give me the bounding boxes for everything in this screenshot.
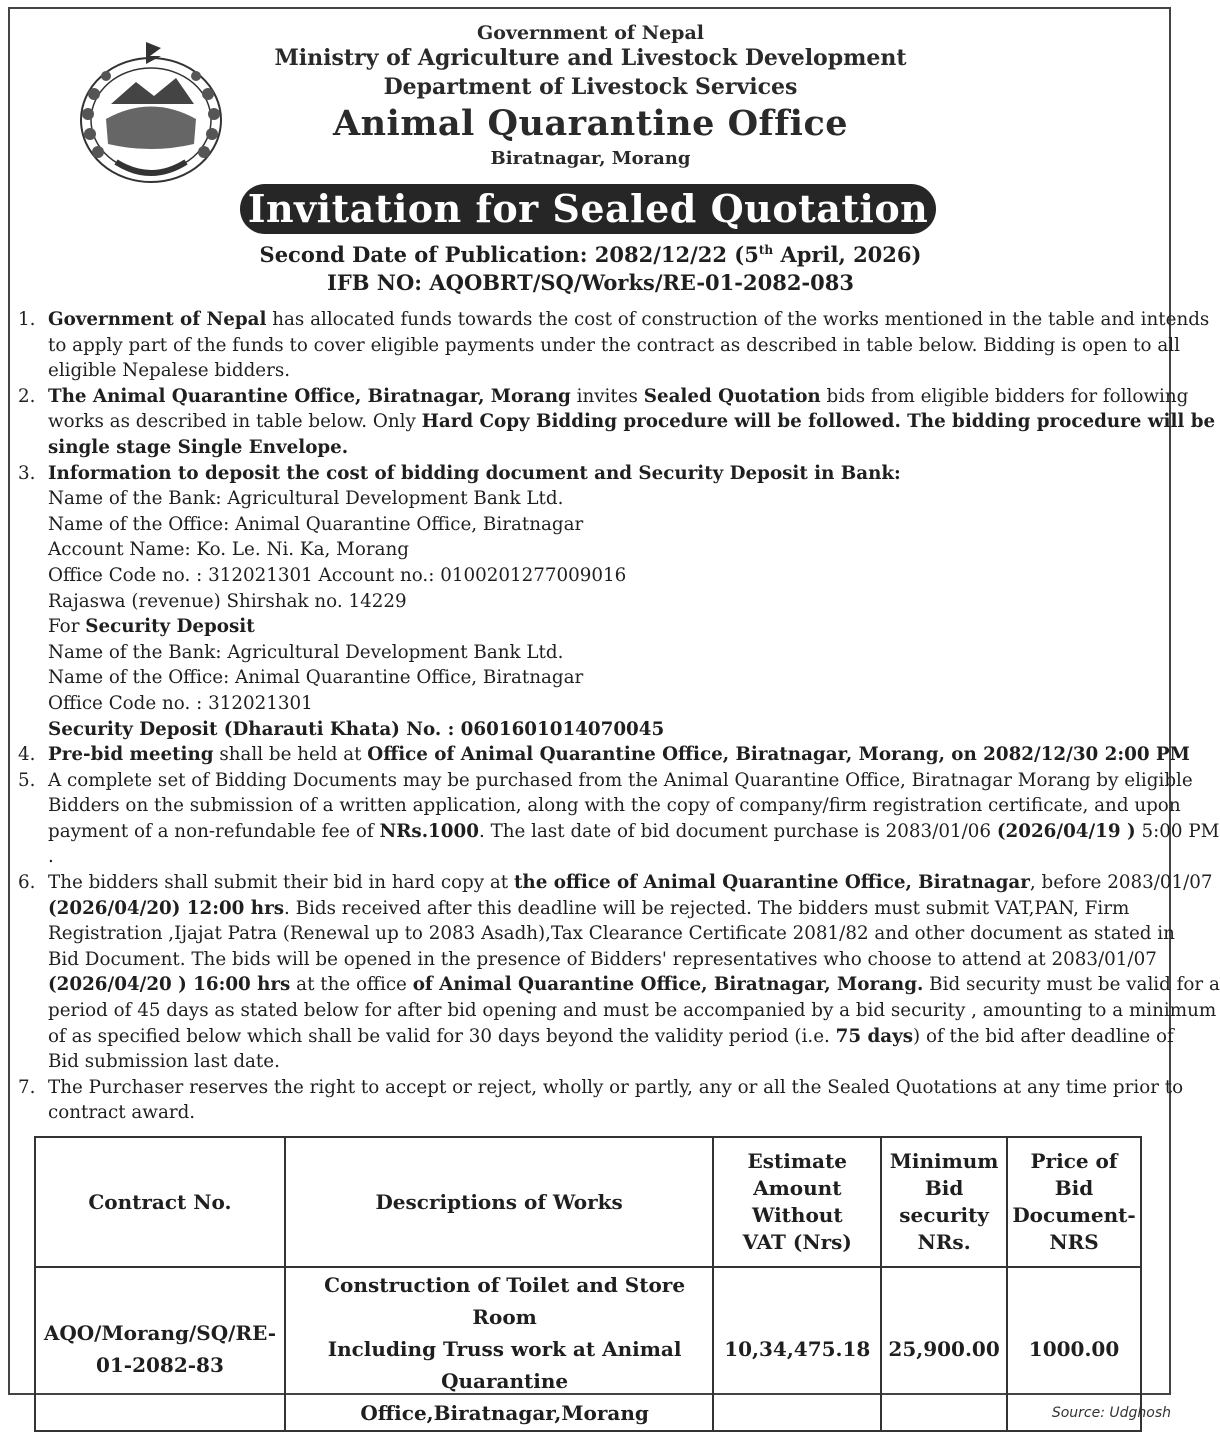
clause-3: 3. Information to deposit the cost of bidding document and Security Deposit in Bank: Name of the Bank: Agricultural Development Bank Ltd. Name of the Office: Animal Quarantine Office, Biratnagar Account Name: Ko. Le. Ni. Ka, Morang Office Code no. : 312021301 Account no.: 0100201277009016 Rajaswa (revenue) Shirshak no. 14229 For Security Deposit Name of the Bank: Agricultural Development Bank Ltd. Name of the Office: Animal Quarantine Office, Biratnagar Office Code no. : 312021301 Security Deposit (Dharauti Khata) No. : 0601601014070045 [18,462,901,740]
cell-bid-security: 25,900.00 [881,1267,1007,1431]
clause-5: 5. A complete set of Bidding Documents may be purchased from the Animal Quarantine Office, Biratnagar Morang by eligible Bidders on the submission of a written application, along with the copy of company/firm registration certificate, and upon payment of a non-refundable fee of NRs.1000. The last date of bid document purchase is 2083/01/06 (2026/04/19 ) 5:00 PM . [18,769,1220,868]
cell-estimate: 10,34,475.18 [713,1267,881,1431]
publication-date: Second Date of Publication: 2082/12/22 (5th April, 2026) [259,242,922,267]
clause-4: 4. Pre-bid meeting shall be held at Office of Animal Quarantine Office, Biratnagar, Morang, on 2082/12/30 2:00 PM [18,744,1190,766]
table-row [35,1267,1141,1431]
clause-7: 7. The Purchaser reserves the right to accept or reject, wholly or partly, any or all the Sealed Quotations at any time prior to contract award. [18,1076,1184,1124]
ifb-number: IFB NO: AQOBRT/SQ/Works/RE-01-2082-083 [327,270,854,295]
clause-1: 1. Government of Nepal has allocated funds towards the cost of construction of the works mentioned in the table and intends to apply part of the funds to cover eligible payments under the contract as described in table below. Bidding is open to all eligible Nepalese bidders. [18,309,1210,382]
works-table [34,1136,1142,1432]
header-bid-security: Minimum Bid security NRs. [881,1137,1007,1267]
clause-6: 6. The bidders shall submit their bid in hard copy at the office of Animal Quarantine Office, Biratnagar, before 2083/01/07 (2026/04/20) 12:00 hrs. Bids received after this deadline will be rejected. The bidders must submit VAT,PAN, Firm Registration ,Ijajat Patra (Renewal up to 2083 Asadh),Tax Clearance Certificate 2081/82 and other document as stated in Bid Document. The bids will be opened in the presence of Bidders' representatives who choose to attend at 2083/01/07 (2026/04/20 ) 16:00 hrs at the office of Animal Quarantine Office, Biratnagar, Morang. Bid security must be valid for a period of 45 days as stated below for after bid opening and must be accompanied by a bid security , amounting to a minimum of as specified below which shall be valid for 30 days beyond the validity period (i.e. 75 days) of the bid after deadline of Bid submission last date. [18,872,1220,1073]
office-location: Biratnagar, Morang [490,148,691,169]
notice-title-banner: Invitation for Sealed Quotation [240,184,936,234]
source-credit: Source: Udghosh [1051,1405,1171,1421]
header-document-price: Price of Bid Document- NRS [1007,1137,1141,1267]
government-heading: Government of Nepal [477,22,704,44]
department-heading: Department of Livestock Services [383,74,798,100]
table-header-row [35,1137,1141,1267]
cell-contract-no: AQO/Morang/SQ/RE- 01-2082-83 [35,1267,285,1431]
cell-document-price: 1000.00 [1007,1267,1141,1431]
header-estimate: Estimate Amount Without VAT (Nrs) [713,1137,881,1267]
clause-2: 2. The Animal Quarantine Office, Biratnagar, Morang invites Sealed Quotation bids from eligible bidders for following works as described in table below. Only Hard Copy Bidding procedure will be followed. The bidding procedure will be single stage Single Envelope. [18,385,1216,458]
office-heading: Animal Quarantine Office [332,103,849,144]
header-descriptions: Descriptions of Works [285,1137,714,1267]
ministry-heading: Ministry of Agriculture and Livestock Development [274,45,907,71]
header-contract-no: Contract No. [35,1137,285,1267]
cell-description: Construction of Toilet and Store Room Including Truss work at Animal Quarantine Office,Biratnagar,Morang [285,1267,714,1431]
notice-body [18,307,1220,1126]
